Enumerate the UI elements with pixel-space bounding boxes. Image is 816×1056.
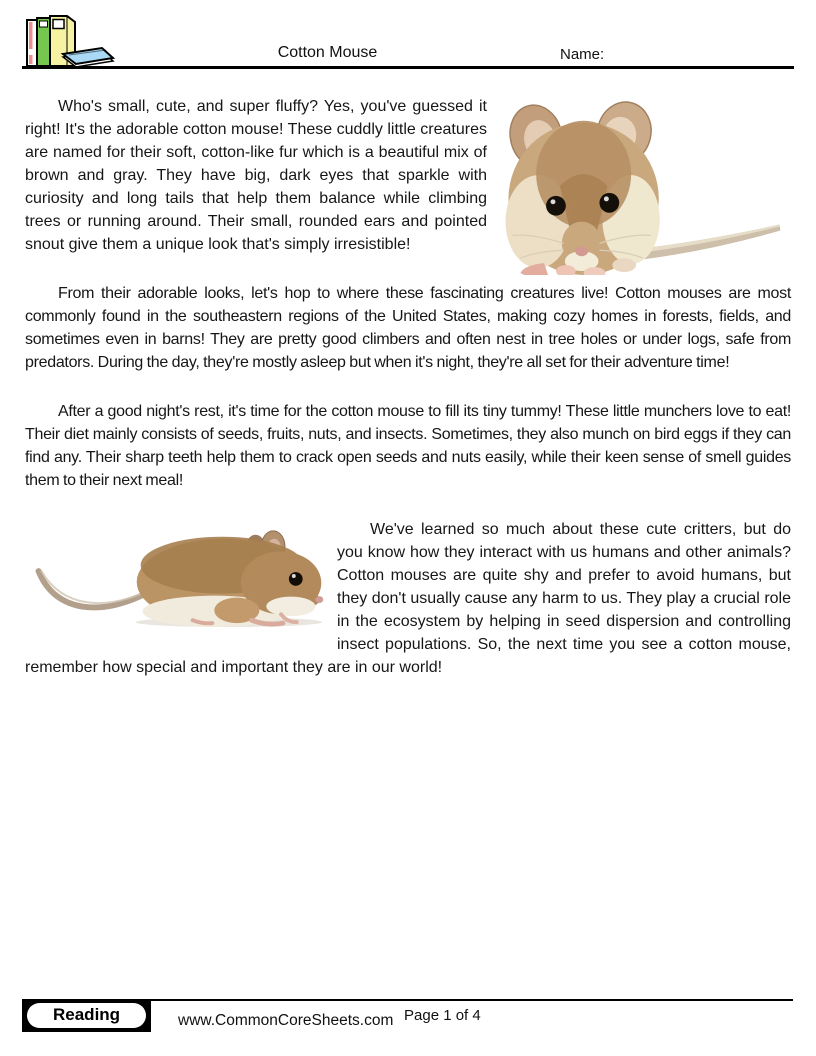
- article: [25, 95, 791, 679]
- paragraph-3: [25, 400, 791, 492]
- category-badge: [22, 999, 151, 1032]
- cotton-mouse-front-photo: [491, 95, 791, 275]
- books-stack-icon: [22, 11, 116, 69]
- paragraph-1-text: Who's small, cute, and super fluffy? Yes, you've guessed it right! It's the adorable cotton mouse! These cuddly little creatures are named for their soft, cotton-like fur which is a beautiful mix of brown and gray. They have big, dark eyes that sparkle with curiosity and long tails that help them balance while climbing trees or running around. Their small, rounded ears and pointed snout give them a unique look that's simply irresistible!: [25, 98, 487, 253]
- page-title: Cotton Mouse: [277, 44, 378, 61]
- paragraph-2-text: From their adorable looks, let's hop to where these fascinating creatures live! Cotton mouses are most commonly found in the southeastern regions of the United States, making cozy homes in forests, fields, and sometimes even in barns! They are pretty good climbers and often nest in tree holes or under logs, safe from predators. During the day, they're mostly asleep but when it's night, they're all set for their adventure time!: [25, 285, 791, 371]
- name-label: Name:: [560, 46, 605, 63]
- category-badge-label: Reading: [27, 1003, 146, 1028]
- header: [0, 0, 816, 69]
- header-rule: [22, 66, 794, 69]
- paragraph-4: [25, 518, 791, 679]
- website-url: www.CommonCoreSheets.com: [178, 1012, 394, 1029]
- cotton-mouse-side-photo: [25, 522, 325, 630]
- paragraph-3-text: After a good night's rest, it's time for the cotton mouse to fill its tiny tummy! These little munchers love to eat! Their diet mainly consists of seeds, fruits, nuts, and insects. Sometimes, they also munch on bird eggs if they can find any. Their sharp teeth help them to crack open seeds and nuts easily, while their keen sense of smell guides them to their next meal!: [25, 403, 791, 489]
- paragraph-2: [25, 282, 791, 374]
- paragraph-4-text: We've learned so much about these cute critters, but do you know how they interact with us humans and other animals? Cotton mouses are quite shy and prefer to avoid humans, but they don't usually cause any harm to us. They play a crucial role in the ecosystem by helping in seed dispersion and controlling insect populations. So, the next time you see a cotton mouse, remember how special and important they are in our world!: [25, 521, 791, 676]
- paragraph-1: [25, 95, 791, 256]
- page-indicator: Page 1 of 4: [404, 1007, 481, 1024]
